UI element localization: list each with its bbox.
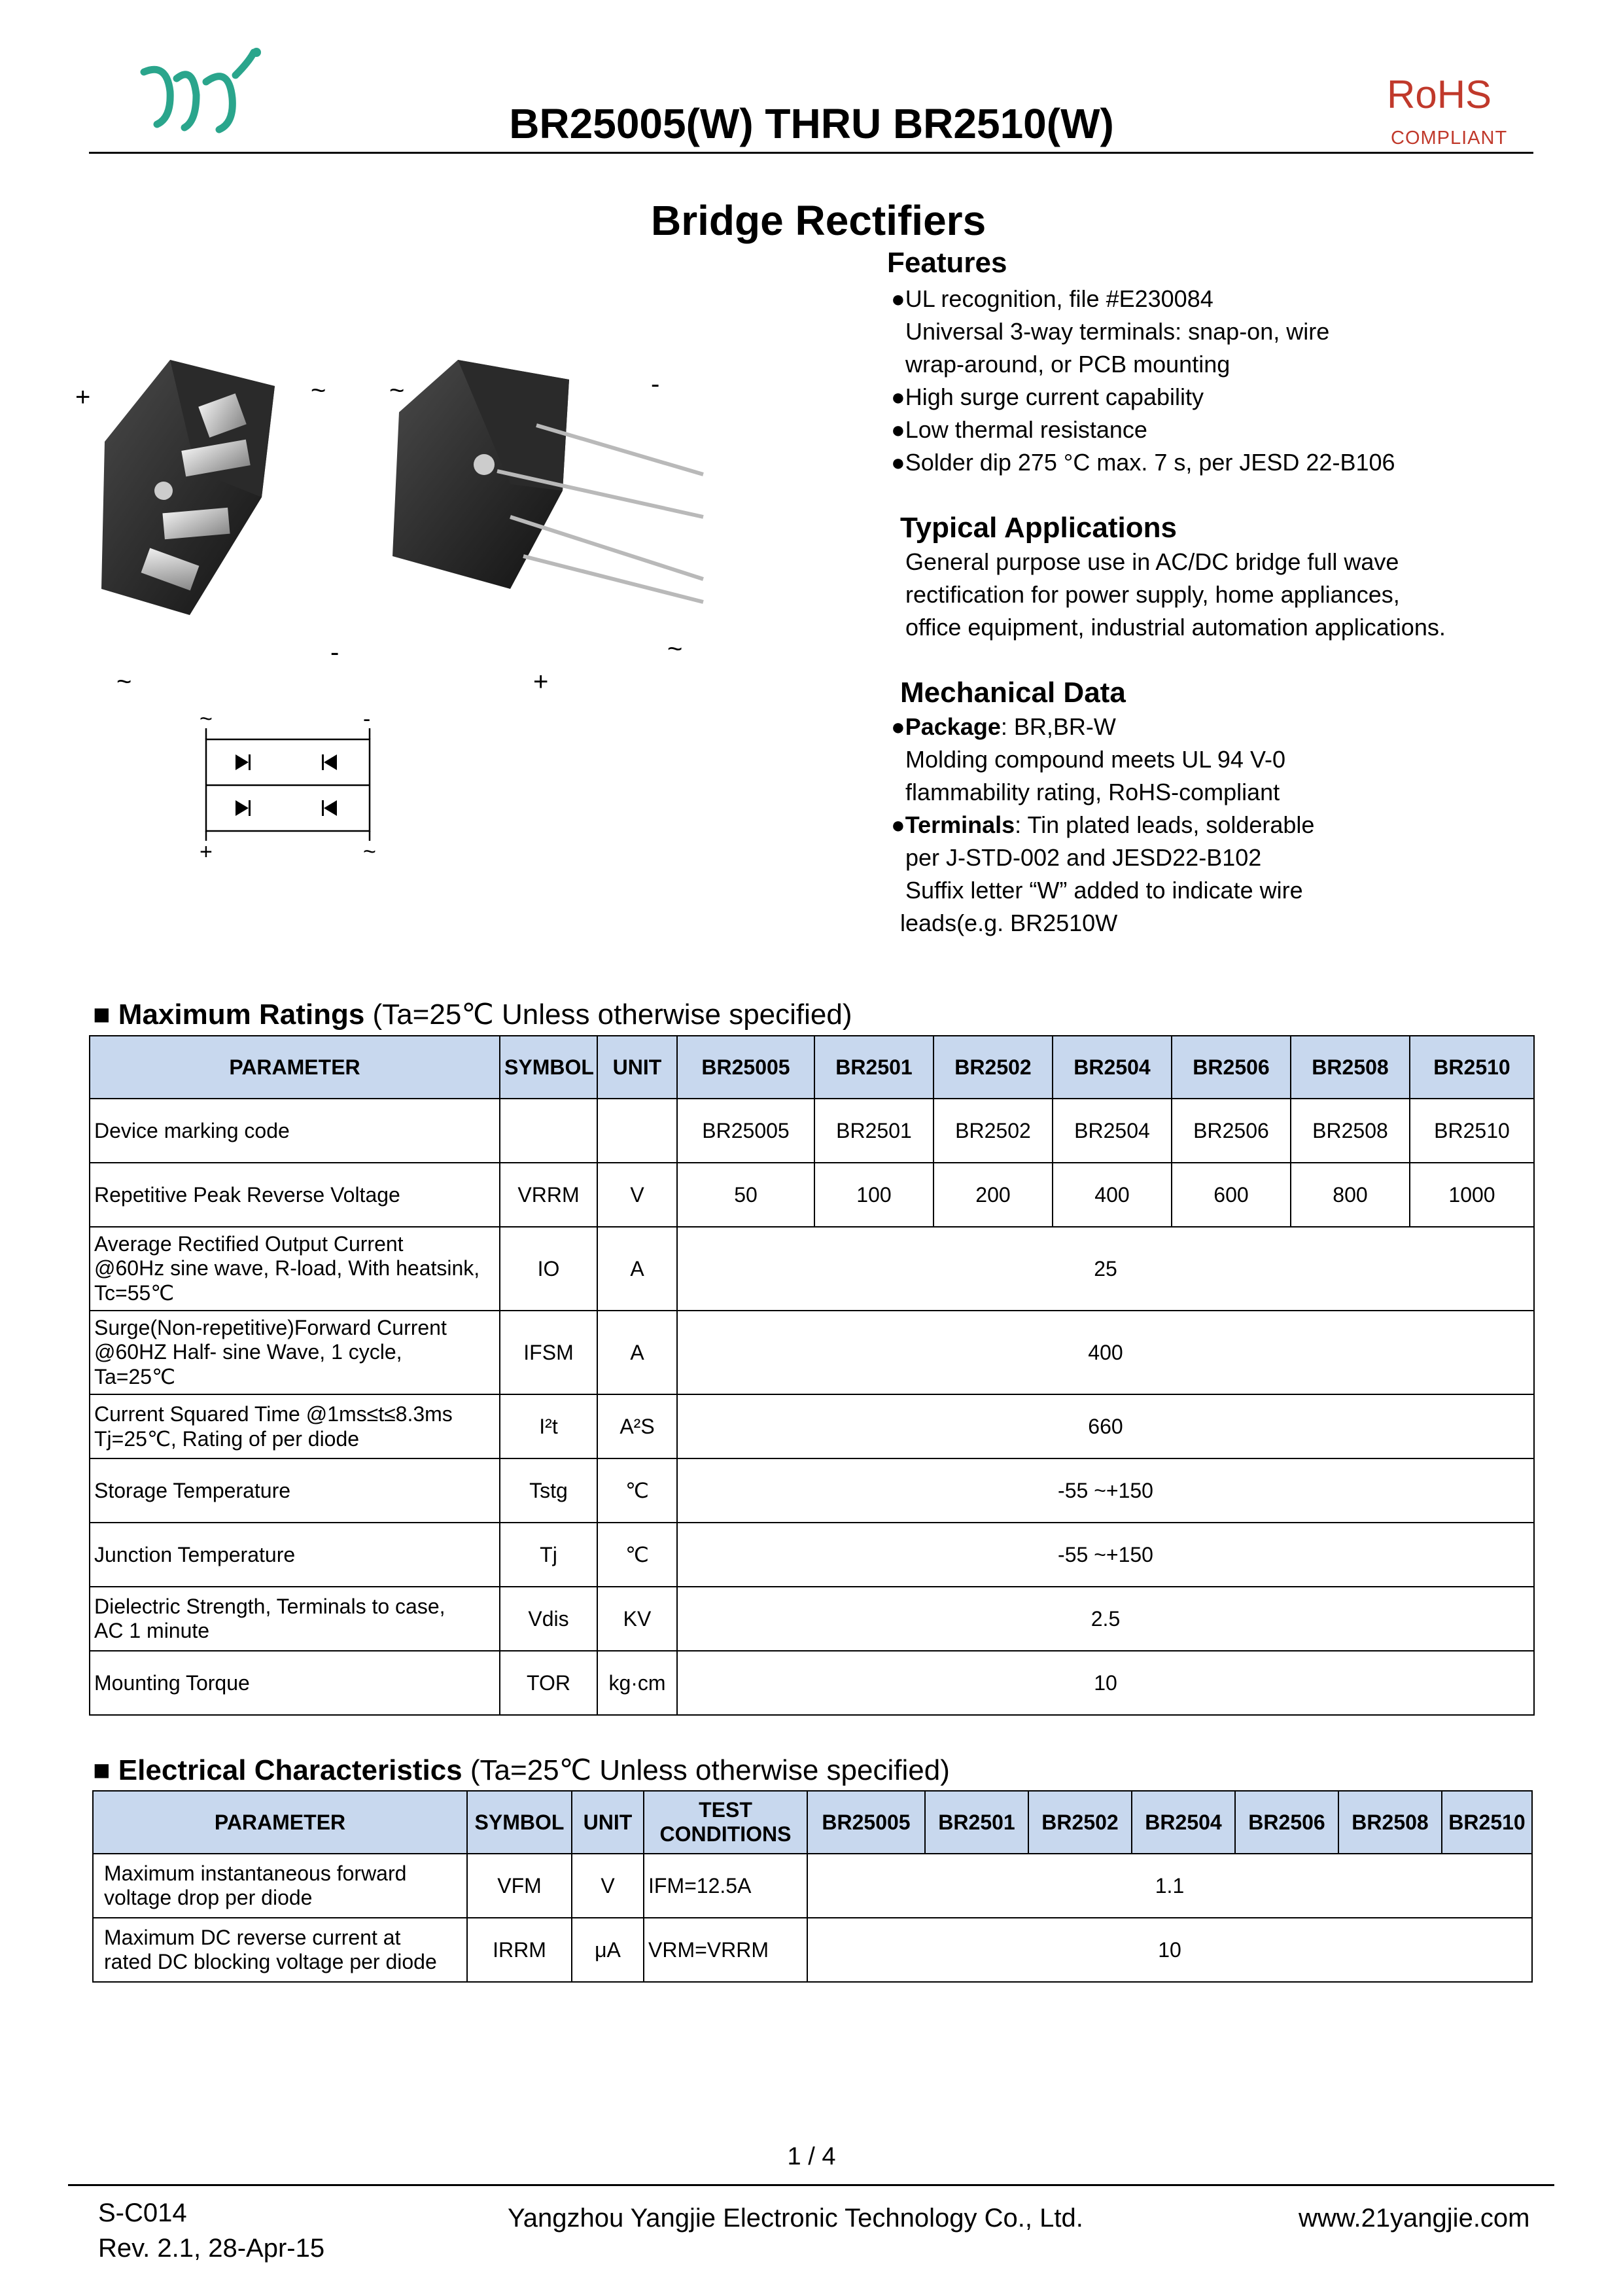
max-ratings-title — [93, 998, 852, 1031]
terminals-value: : Tin plated leads, solderable — [1015, 811, 1315, 838]
value-cell: 800 — [1291, 1163, 1410, 1227]
table-row — [90, 1394, 1534, 1458]
unit-cell: A — [597, 1311, 677, 1394]
column-header: UNIT — [597, 1036, 677, 1099]
param-cell: Device marking code — [90, 1099, 500, 1163]
rohs-compliant-label: COMPLIANT — [1391, 128, 1508, 149]
column-header: SYMBOL — [500, 1036, 597, 1099]
param-cell: Storage Temperature — [90, 1458, 500, 1523]
column-header: SYMBOL — [467, 1791, 572, 1854]
column-header: BR2501 — [925, 1791, 1028, 1854]
schematic-label: + — [200, 839, 213, 860]
column-header: BR2506 — [1172, 1036, 1291, 1099]
mech-line: Suffix letter “W” added to indicate wire — [905, 877, 1303, 904]
param-line: Current Squared Time @1ms≤t≤8.3ms — [94, 1402, 453, 1426]
symbol-cell: Vdis — [500, 1587, 597, 1651]
symbol-cell: VFM — [467, 1854, 572, 1918]
photo-label: ~ — [389, 376, 405, 405]
package-value: : BR,BR-W — [1000, 713, 1116, 740]
unit-cell: KV — [597, 1587, 677, 1651]
table-row — [90, 1227, 1534, 1311]
param-line: @60Hz sine wave, R-load, With heatsink, — [94, 1256, 480, 1280]
test-condition-cell: IFM=12.5A — [644, 1854, 807, 1918]
table-row — [93, 1918, 1532, 1982]
column-header: BR2510 — [1410, 1036, 1534, 1099]
table-header-row — [90, 1036, 1534, 1099]
feature-line: ●High surge current capability — [891, 383, 1204, 410]
feature-line: ●Solder dip 275 °C max. 7 s, per JESD 22-B106 — [891, 449, 1395, 476]
application-line: office equipment, industrial automation applications. — [905, 614, 1446, 641]
device-tab-version — [101, 360, 275, 615]
column-header: BR2510 — [1442, 1791, 1532, 1854]
photo-label: + — [533, 667, 549, 696]
column-header: BR2504 — [1053, 1036, 1172, 1099]
column-header: BR2508 — [1338, 1791, 1442, 1854]
value-cell: -55 ~+150 — [677, 1458, 1534, 1523]
mechanical-heading: Mechanical Data — [900, 677, 1126, 709]
feature-line: ●Low thermal resistance — [891, 416, 1147, 443]
feature-line: Universal 3-way terminals: snap-on, wire — [905, 318, 1330, 345]
feature-line: ●UL recognition, file #E230084 — [891, 285, 1213, 312]
param-line: Dielectric Strength, Terminals to case, — [94, 1595, 445, 1618]
param-line: Average Rectified Output Current — [94, 1232, 404, 1256]
value-cell: 400 — [1053, 1163, 1172, 1227]
column-header: BR25005 — [677, 1036, 814, 1099]
max-ratings-table — [89, 1035, 1535, 1716]
value-cell: 660 — [677, 1394, 1534, 1458]
electrical-table — [92, 1790, 1533, 1983]
value-cell: 200 — [934, 1163, 1053, 1227]
value-cell: 1.1 — [807, 1854, 1532, 1918]
feature-line: wrap-around, or PCB mounting — [905, 351, 1230, 378]
param-line: Tj=25℃, Rating of per diode — [94, 1426, 360, 1451]
column-header: PARAMETER — [90, 1036, 500, 1099]
photo-label: - — [330, 638, 340, 667]
package-line: ●Package: BR,BR-W — [891, 713, 1116, 740]
applications-text — [905, 546, 1446, 644]
table-row — [90, 1587, 1534, 1651]
features-heading: Features — [887, 247, 1007, 279]
value-cell: 2.5 — [677, 1587, 1534, 1651]
param-cell — [90, 1311, 500, 1394]
application-line: General purpose use in AC/DC bridge full wave — [905, 548, 1399, 575]
param-line: rated DC blocking voltage per diode — [104, 1950, 437, 1973]
column-header: BR2508 — [1291, 1036, 1410, 1099]
table-row — [90, 1163, 1534, 1227]
unit-cell: kg·cm — [597, 1651, 677, 1715]
value-cell: BR2504 — [1053, 1099, 1172, 1163]
value-cell: BR2506 — [1172, 1099, 1291, 1163]
value-cell: 50 — [677, 1163, 814, 1227]
param-cell — [93, 1918, 467, 1982]
applications-heading: Typical Applications — [900, 512, 1177, 544]
bridge-schematic — [200, 710, 396, 860]
param-line: Tc=55℃ — [94, 1281, 175, 1305]
table-header-row — [93, 1791, 1532, 1854]
value-cell: BR2501 — [814, 1099, 934, 1163]
photo-label: ~ — [311, 376, 326, 405]
param-line: AC 1 minute — [94, 1619, 210, 1642]
symbol-cell: VRRM — [500, 1163, 597, 1227]
table-row — [90, 1523, 1534, 1587]
photo-label: ~ — [116, 667, 132, 696]
table-row — [90, 1099, 1534, 1163]
electrical-heading: ■ Electrical Characteristics — [93, 1754, 462, 1786]
table-row — [93, 1854, 1532, 1918]
test-condition-cell: VRM=VRRM — [644, 1918, 807, 1982]
product-subtitle: Bridge Rectifiers — [651, 197, 986, 244]
param-line: @60HZ Half- sine Wave, 1 cycle, — [94, 1340, 402, 1364]
terminals-line: ●Terminals: Tin plated leads, solderable — [891, 811, 1315, 838]
schematic-label: ~ — [363, 839, 376, 860]
header-divider — [89, 152, 1533, 154]
symbol-cell: TOR — [500, 1651, 597, 1715]
application-line: rectification for power supply, home appliances, — [905, 581, 1400, 608]
column-header: TEST CONDITIONS — [644, 1791, 807, 1854]
symbol-cell: IO — [500, 1227, 597, 1311]
table-row — [90, 1311, 1534, 1394]
unit-cell: V — [572, 1854, 644, 1918]
column-header: BR2501 — [814, 1036, 934, 1099]
page-number: 1 / 4 — [787, 2143, 836, 2170]
column-header: BR2506 — [1235, 1791, 1338, 1854]
symbol-cell: IRRM — [467, 1918, 572, 1982]
param-cell: Junction Temperature — [90, 1523, 500, 1587]
symbol-cell: IFSM — [500, 1311, 597, 1394]
mech-line: flammability rating, RoHS-compliant — [905, 779, 1280, 805]
unit-cell: μA — [572, 1918, 644, 1982]
value-cell: 100 — [814, 1163, 934, 1227]
value-cell: 600 — [1172, 1163, 1291, 1227]
unit-cell: ℃ — [597, 1523, 677, 1587]
value-cell: BR2502 — [934, 1099, 1053, 1163]
terminals-label: Terminals — [905, 811, 1015, 838]
param-cell — [90, 1587, 500, 1651]
unit-cell — [597, 1099, 677, 1163]
unit-cell: A²S — [597, 1394, 677, 1458]
column-header: UNIT — [572, 1791, 644, 1854]
param-line: Surge(Non-repetitive)Forward Current — [94, 1316, 447, 1339]
column-header: BR2504 — [1132, 1791, 1235, 1854]
column-header: BR2502 — [934, 1036, 1053, 1099]
symbol-cell: Tj — [500, 1523, 597, 1587]
device-photo — [65, 340, 720, 707]
value-cell: BR2510 — [1410, 1099, 1534, 1163]
max-ratings-heading: ■ Maximum Ratings — [93, 998, 365, 1031]
photo-label: + — [75, 383, 91, 412]
footer-divider — [68, 2184, 1554, 2186]
param-line: Ta=25℃ — [94, 1365, 176, 1388]
electrical-condition: (Ta=25℃ Unless otherwise specified) — [462, 1754, 950, 1786]
table-row — [90, 1458, 1534, 1523]
param-cell: Repetitive Peak Reverse Voltage — [90, 1163, 500, 1227]
max-ratings-condition: (Ta=25℃ Unless otherwise specified) — [364, 998, 852, 1031]
param-cell — [93, 1854, 467, 1918]
mech-line: leads(e.g. BR2510W — [900, 910, 1118, 936]
company-url: www.21yangjie.com — [1299, 2204, 1530, 2233]
table-row — [90, 1651, 1534, 1715]
value-cell: 1000 — [1410, 1163, 1534, 1227]
value-cell: 400 — [677, 1311, 1534, 1394]
photo-label: - — [651, 370, 660, 398]
symbol-cell: Tstg — [500, 1458, 597, 1523]
photo-label: ~ — [667, 635, 683, 663]
rohs-mark: RoHS — [1387, 73, 1492, 116]
symbol-cell: I²t — [500, 1394, 597, 1458]
symbol-cell — [500, 1099, 597, 1163]
unit-cell: ℃ — [597, 1458, 677, 1523]
unit-cell: A — [597, 1227, 677, 1311]
mechanical-text — [891, 711, 1314, 940]
value-cell: BR25005 — [677, 1099, 814, 1163]
param-line: Maximum DC reverse current at — [104, 1926, 401, 1949]
document-title: BR25005(W) THRU BR2510(W) — [509, 100, 1114, 147]
company-name: Yangzhou Yangjie Electronic Technology Co., Ltd. — [508, 2204, 1083, 2233]
document-code: S-C014 — [98, 2199, 187, 2227]
value-cell: -55 ~+150 — [677, 1523, 1534, 1587]
value-cell: BR2508 — [1291, 1099, 1410, 1163]
param-cell — [90, 1227, 500, 1311]
param-line: Maximum instantaneous forward — [104, 1862, 407, 1885]
value-cell: 10 — [807, 1918, 1532, 1982]
unit-cell: V — [597, 1163, 677, 1227]
electrical-title — [93, 1754, 950, 1787]
column-header: BR2502 — [1028, 1791, 1132, 1854]
mech-line: Molding compound meets UL 94 V-0 — [905, 746, 1285, 773]
value-cell: 25 — [677, 1227, 1534, 1311]
mech-line: per J-STD-002 and JESD22-B102 — [905, 844, 1262, 871]
features-list — [891, 283, 1395, 479]
value-cell: 10 — [677, 1651, 1534, 1715]
schematic-label: - — [363, 710, 371, 732]
param-cell — [90, 1394, 500, 1458]
column-header: BR25005 — [807, 1791, 925, 1854]
schematic-label: ~ — [200, 710, 213, 732]
param-cell: Mounting Torque — [90, 1651, 500, 1715]
package-label: Package — [905, 713, 1001, 740]
param-line: voltage drop per diode — [104, 1886, 313, 1909]
column-header: PARAMETER — [93, 1791, 467, 1854]
revision-info: Rev. 2.1, 28-Apr-15 — [98, 2234, 325, 2263]
